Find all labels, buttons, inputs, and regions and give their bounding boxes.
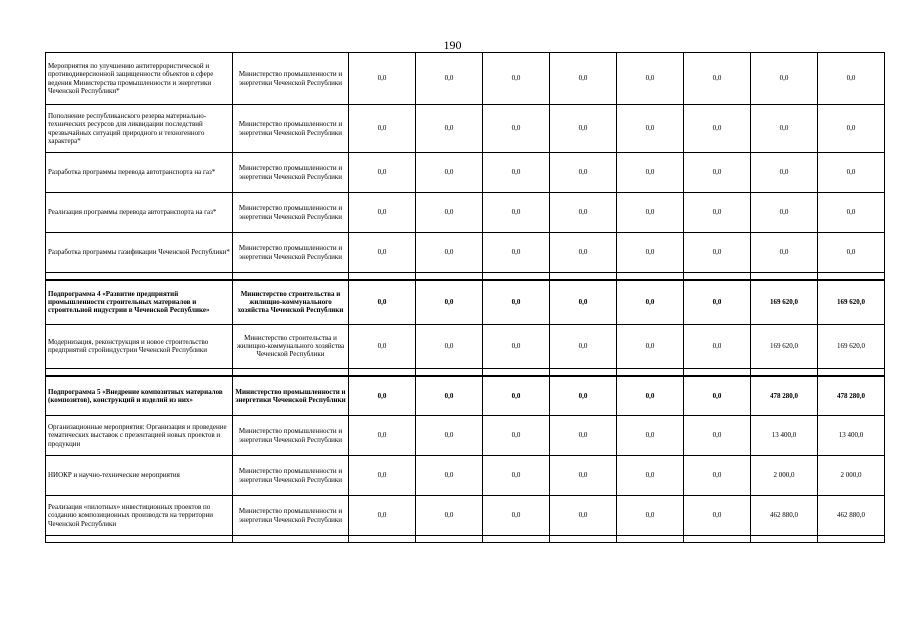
value-cell: 0,0 <box>818 53 885 105</box>
value-cell: 0,0 <box>684 496 751 536</box>
value-cell: 0,0 <box>617 416 684 456</box>
value-cell: 0,0 <box>483 376 550 416</box>
value-cell: 478 280,0 <box>818 376 885 416</box>
activity-name-cell: Разработка программы перевода автотранспорта на газ* <box>46 153 233 193</box>
subprogram-name-cell: Подпрограмма 4 «Развитие предприятий промышленности строительных материалов и строительной индустрии в Чеченской Республике» <box>46 280 233 324</box>
value-cell: 0,0 <box>483 456 550 496</box>
activity-name-cell: Мероприятия по улучшению антитеррористической и противодиверсионной защищенности объектов в сфере ведения Министерства промышленности и энергетики Чеченской Республики* <box>46 53 233 105</box>
value-cell: 0,0 <box>550 416 617 456</box>
value-cell: 0,0 <box>483 280 550 324</box>
value-cell: 0,0 <box>349 376 416 416</box>
value-cell: 2 000,0 <box>751 456 818 496</box>
budget-table <box>45 52 885 543</box>
value-cell: 0,0 <box>684 416 751 456</box>
activity-name-cell: Модернизация, реконструкция и новое строительство предприятий стройиндустрии Чеченской Республики <box>46 324 233 368</box>
spacer-row <box>46 536 885 543</box>
table-row <box>46 105 885 153</box>
page-number: 190 <box>443 38 462 52</box>
value-cell: 0,0 <box>349 416 416 456</box>
value-cell: 0,0 <box>550 280 617 324</box>
value-cell: 0,0 <box>349 324 416 368</box>
value-cell: 0,0 <box>416 105 483 153</box>
value-cell: 0,0 <box>416 53 483 105</box>
activity-name-cell: Разработка программы газификации Чеченской Республики* <box>46 233 233 273</box>
value-cell: 0,0 <box>684 53 751 105</box>
value-cell: 0,0 <box>818 233 885 273</box>
activity-name-cell: Реализация программы перевода автотранспорта на газ* <box>46 193 233 233</box>
value-cell: 0,0 <box>416 233 483 273</box>
table-row <box>46 53 885 105</box>
value-cell: 0,0 <box>483 416 550 456</box>
activity-name-cell: НИОКР и научно-технические мероприятия <box>46 456 233 496</box>
value-cell: 0,0 <box>617 105 684 153</box>
value-cell: 0,0 <box>617 193 684 233</box>
activity-name-cell: Организационные мероприятия: Организация и проведение тематических выставок с презентацией новых проектов и продукции <box>46 416 233 456</box>
value-cell: 0,0 <box>483 324 550 368</box>
spacer-row <box>46 368 885 376</box>
table-row <box>46 496 885 536</box>
executor-cell: Министерство строительства и жилищно-коммунального хозяйства Чеченской Республики <box>233 324 349 368</box>
value-cell: 0,0 <box>349 193 416 233</box>
executor-cell: Министерство промышленности и энергетики Чеченской Республики <box>233 233 349 273</box>
value-cell: 0,0 <box>550 456 617 496</box>
value-cell: 0,0 <box>751 105 818 153</box>
table-row <box>46 233 885 273</box>
value-cell: 0,0 <box>416 496 483 536</box>
value-cell: 0,0 <box>617 153 684 193</box>
value-cell: 0,0 <box>483 105 550 153</box>
table-row <box>46 153 885 193</box>
value-cell: 0,0 <box>684 376 751 416</box>
activity-name-cell: Пополнение республиканского резерва материально-технических ресурсов для ликвидации последствий чрезвычайных ситуаций природного и техногенного характера* <box>46 105 233 153</box>
value-cell: 0,0 <box>684 153 751 193</box>
value-cell: 0,0 <box>617 456 684 496</box>
executor-cell: Министерство промышленности и энергетики Чеченской Республики <box>233 153 349 193</box>
value-cell: 0,0 <box>483 153 550 193</box>
value-cell: 0,0 <box>617 376 684 416</box>
value-cell: 0,0 <box>416 324 483 368</box>
value-cell: 0,0 <box>416 416 483 456</box>
value-cell: 0,0 <box>617 324 684 368</box>
value-cell: 0,0 <box>550 376 617 416</box>
subprogram-row <box>46 376 885 416</box>
subprogram-name-cell: Подпрограмма 5 «Внедрение композитных материалов (композитов), конструкций и изделий из них» <box>46 376 233 416</box>
value-cell: 0,0 <box>483 193 550 233</box>
value-cell: 0,0 <box>416 193 483 233</box>
table-row <box>46 456 885 496</box>
value-cell: 2 000,0 <box>818 456 885 496</box>
executor-cell: Министерство промышленности и энергетики Чеченской Республики <box>233 416 349 456</box>
executor-cell: Министерство промышленности и энергетики Чеченской Республики <box>233 376 349 416</box>
value-cell: 0,0 <box>751 153 818 193</box>
value-cell: 13 400,0 <box>751 416 818 456</box>
value-cell: 0,0 <box>416 456 483 496</box>
value-cell: 462 880,0 <box>818 496 885 536</box>
value-cell: 169 620,0 <box>751 280 818 324</box>
value-cell: 0,0 <box>550 233 617 273</box>
value-cell: 0,0 <box>617 233 684 273</box>
value-cell: 169 620,0 <box>818 324 885 368</box>
value-cell: 0,0 <box>483 496 550 536</box>
value-cell: 0,0 <box>349 496 416 536</box>
value-cell: 0,0 <box>349 105 416 153</box>
activity-name-cell: Реализация «пилотных» инвестиционных проектов по созданию композиционных производств на территории Чеченской Республики <box>46 496 233 536</box>
table-row <box>46 416 885 456</box>
value-cell: 0,0 <box>550 193 617 233</box>
value-cell: 0,0 <box>751 233 818 273</box>
value-cell: 0,0 <box>617 53 684 105</box>
value-cell: 0,0 <box>483 53 550 105</box>
value-cell: 0,0 <box>550 105 617 153</box>
value-cell: 0,0 <box>416 280 483 324</box>
value-cell: 0,0 <box>684 193 751 233</box>
executor-cell: Министерство промышленности и энергетики Чеченской Республики <box>233 105 349 153</box>
value-cell: 0,0 <box>818 153 885 193</box>
value-cell: 0,0 <box>349 53 416 105</box>
value-cell: 169 620,0 <box>751 324 818 368</box>
executor-cell: Министерство промышленности и энергетики Чеченской Республики <box>233 53 349 105</box>
subprogram-row <box>46 280 885 324</box>
spacer-row <box>46 273 885 281</box>
value-cell: 0,0 <box>349 456 416 496</box>
table-row <box>46 193 885 233</box>
value-cell: 0,0 <box>416 153 483 193</box>
value-cell: 0,0 <box>684 233 751 273</box>
executor-cell: Министерство промышленности и энергетики Чеченской Республики <box>233 193 349 233</box>
value-cell: 0,0 <box>617 280 684 324</box>
value-cell: 0,0 <box>751 193 818 233</box>
value-cell: 0,0 <box>416 376 483 416</box>
value-cell: 0,0 <box>349 153 416 193</box>
table-row <box>46 324 885 368</box>
value-cell: 0,0 <box>684 105 751 153</box>
executor-cell: Министерство промышленности и энергетики Чеченской Республики <box>233 496 349 536</box>
value-cell: 0,0 <box>617 496 684 536</box>
value-cell: 0,0 <box>684 456 751 496</box>
value-cell: 0,0 <box>550 53 617 105</box>
value-cell: 462 880,0 <box>751 496 818 536</box>
value-cell: 0,0 <box>818 193 885 233</box>
value-cell: 0,0 <box>684 280 751 324</box>
value-cell: 0,0 <box>550 324 617 368</box>
value-cell: 0,0 <box>349 280 416 324</box>
executor-cell: Министерство строительства и жилищно-коммунального хозяйства Чеченской Республики <box>233 280 349 324</box>
value-cell: 0,0 <box>483 233 550 273</box>
executor-cell: Министерство промышленности и энергетики Чеченской Республики <box>233 456 349 496</box>
value-cell: 0,0 <box>550 153 617 193</box>
value-cell: 0,0 <box>684 324 751 368</box>
value-cell: 0,0 <box>818 105 885 153</box>
value-cell: 13 400,0 <box>818 416 885 456</box>
value-cell: 0,0 <box>349 233 416 273</box>
value-cell: 0,0 <box>550 496 617 536</box>
value-cell: 169 620,0 <box>818 280 885 324</box>
value-cell: 0,0 <box>751 53 818 105</box>
value-cell: 478 280,0 <box>751 376 818 416</box>
